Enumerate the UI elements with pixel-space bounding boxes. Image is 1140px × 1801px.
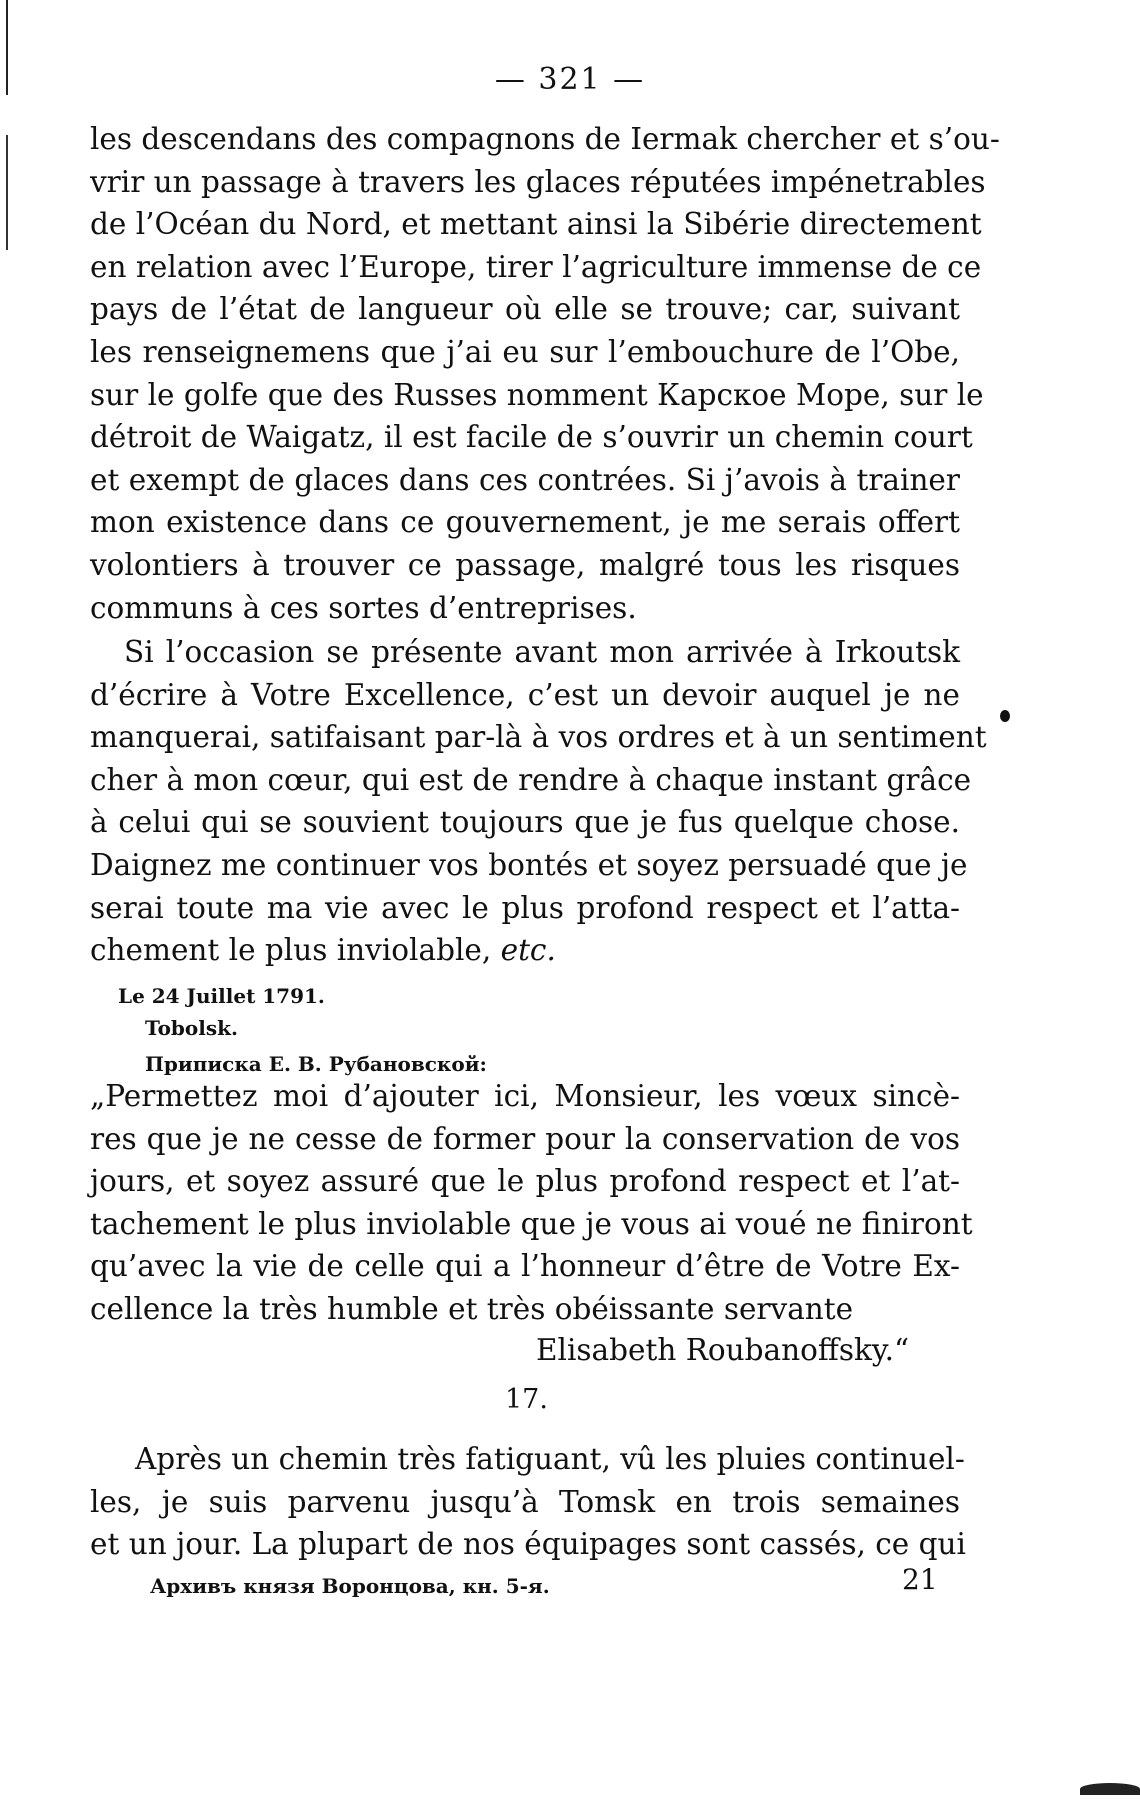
paragraph-new-letter xyxy=(90,1438,966,1566)
text-line: cher à mon cœur, qui est de rendre à chaque instant grâce xyxy=(90,762,972,797)
text-line xyxy=(90,929,960,972)
text-line: Si l’occasion se présente avant mon arrivée à Irkoutsk xyxy=(124,635,960,669)
text-line: serai toute ma vie avec le plus profond respect et l’atta- xyxy=(90,890,960,925)
section-number: 17. xyxy=(505,1384,548,1415)
closing-etc: etc. xyxy=(500,933,556,968)
text-line: de l’Océan du Nord, et mettant ainsi la Sibérie directement xyxy=(90,207,982,242)
ink-smudge xyxy=(1080,1783,1140,1795)
text-line: res que je ne cesse de former pour la conservation de vos xyxy=(90,1121,960,1156)
footer-signature-mark: Архивъ князя Воронцова, кн. 5-я. xyxy=(150,1574,550,1598)
text-line: „Permettez moi d’ajouter ici, Monsieur, les vœux sincè- xyxy=(90,1079,960,1113)
letter-date: Le 24 Juillet 1791. xyxy=(118,984,325,1008)
ink-blot xyxy=(1000,710,1010,722)
text-line: communs à ces sortes d’entreprises. xyxy=(90,590,637,625)
text-line: les, je suis parvenu jusqu’à Tomsk en trois semaines xyxy=(90,1484,960,1519)
text-line: cellence la très humble et très obéissante servante xyxy=(90,1291,854,1326)
text-line: d’écrire à Votre Excellence, c’est un devoir auquel je ne xyxy=(90,677,960,712)
text-line: détroit de Waigatz, il est facile de s’ouvrir un chemin court xyxy=(90,420,973,455)
text-line: et exempt de glaces dans ces contrées. Si j’avois à trainer xyxy=(90,462,960,497)
text-line: les renseignemens que j’ai eu sur l’embouchure de l’Obe, xyxy=(90,334,960,369)
text-line: qu’avec la vie de celle qui a l’honneur d’être de Votre Ex- xyxy=(90,1249,960,1284)
letter-place: Tobolsk. xyxy=(145,1016,238,1040)
text-line: tachement le plus inviolable que je vous ai voué ne finiront xyxy=(90,1206,973,1241)
text-line: vrir un passage à travers les glaces réputées impénetrables xyxy=(90,164,986,199)
sheet-number: 21 xyxy=(902,1563,938,1596)
text-line: manquerai, satifaisant par-là à vos ordres et à un sentiment xyxy=(90,720,987,755)
text-line: Daignez me continuer vos bontés et soyez persuadé que je xyxy=(90,847,968,882)
paragraph-continuation xyxy=(90,118,1000,629)
postscript-heading: Приписка Е. В. Рубановской: xyxy=(145,1052,487,1076)
text-line: sur le golfe que des Russes nomment Карское Море, sur le xyxy=(90,377,984,412)
text-line: volontiers à trouver ce passage, malgré tous les risques xyxy=(90,547,960,582)
closing-phrase: chement le plus inviolable, xyxy=(90,933,492,968)
page-number: — 321 — xyxy=(494,62,646,97)
text-line: jours, et soyez assuré que le plus profond respect et l’at- xyxy=(90,1164,960,1199)
postscript-text xyxy=(90,1075,973,1331)
text-line: Après un chemin très fatiguant, vû les pluies continuel- xyxy=(135,1442,965,1476)
text-line: les descendans des compagnons de Iermak chercher et s’ou- xyxy=(90,122,1000,156)
text-line: et un jour. La plupart de nos équipages sont cassés, ce qui xyxy=(90,1527,966,1562)
text-line: en relation avec l’Europe, tirer l’agriculture immense de ce xyxy=(90,249,982,284)
text-line: à celui qui se souvient toujours que je fus quelque chose. xyxy=(90,805,960,840)
text-line: pays de l’état de langueur où elle se trouve; car, suivant xyxy=(90,292,960,327)
signature: Elisabeth Roubanoffsky.“ xyxy=(536,1333,910,1367)
paragraph-letter-closing xyxy=(90,631,987,972)
text-line: mon existence dans ce gouvernement, je me serais offert xyxy=(90,505,960,540)
